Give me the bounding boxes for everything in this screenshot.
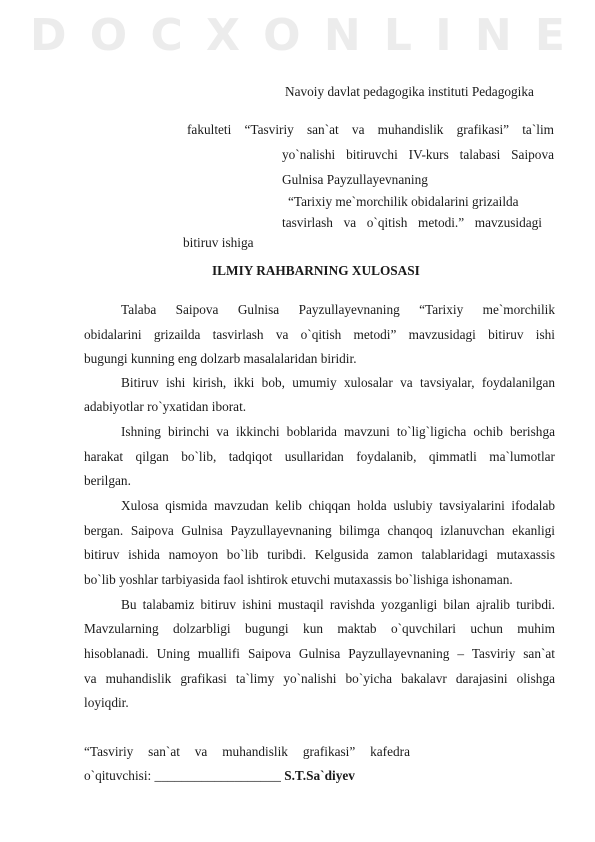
paragraph-line: Ishning birinchi va ikkinchi boblarida mavzuni to`lig`ligicha ochib berishga xyxy=(121,424,555,439)
watermark-letter: N xyxy=(474,10,512,61)
header-faculty: fakulteti “Tasviriy san`at va muhandislik grafikasi” ta`lim xyxy=(187,122,554,137)
paragraph-line: va muhandislik grafikasi ta`limy yo`nalishi bo`yicha bakalavr darajasini olishga xyxy=(84,671,555,686)
teacher-label: o`qituvchisi: xyxy=(84,768,152,783)
paragraph-line: harakat qilgan bo`lib, tadqiqot usullaridan foydalanib, qimmatli ma`lumotlar xyxy=(84,449,555,464)
paragraph-line: bitiruv ishida namoyon bo`lib turibdi. Kelgusida zamon talablaridagi mutaxassis xyxy=(84,547,555,562)
signature-blank: ___________________ xyxy=(154,768,281,783)
paragraph-line: Bu talabamiz bitiruv ishini mustaqil ravishda yozganligi bilan ajralib turibdi. xyxy=(121,597,555,612)
header-direction: yo`nalishi bitiruvchi IV-kurs talabasi Saipova xyxy=(282,147,554,162)
watermark-letter: E xyxy=(534,10,565,61)
watermark-letter: O xyxy=(89,10,128,61)
watermark-letter: C xyxy=(150,10,183,61)
teacher-name: S.T.Sa`diyev xyxy=(284,768,355,783)
signature-line xyxy=(84,768,355,784)
watermark-letter: O xyxy=(263,10,301,61)
paragraph-line: bo`lib yoshlar tarbiyasida faol ishtirok etuvchi mutaxassis bo`lishiga ishonaman. xyxy=(84,572,513,587)
header-institution: Navoiy davlat pedagogika instituti Pedagogika xyxy=(285,84,534,99)
paragraph-line: adabiyotlar ro`yxatidan iborat. xyxy=(84,399,247,414)
paragraph-line: obidalarini grizailda tasvirlash va o`qitish metodi” mavzusidagi bitiruv ishi xyxy=(84,327,555,342)
paragraph-line: Mavzularning dolzarbligi bugungi kun maktab o`quvchilari uchun muhim xyxy=(84,621,555,636)
paragraph-line: Bitiruv ishi kirish, ikki bob, umumiy xulosalar va tavsiyalar, foydalanilgan xyxy=(121,375,555,390)
header-topic-2: tasvirlash va o`qitish metodi.” mavzusidagi xyxy=(282,215,542,230)
watermark-letter: D xyxy=(30,10,67,61)
signature-department: “Tasviriy san`at va muhandislik grafikasi” kafedra xyxy=(84,744,410,759)
paragraph-line: berilgan. xyxy=(84,473,131,488)
paragraph-line: Xulosa qismida mavzudan kelib chiqqan holda uslubiy tavsiyalarini ifodalab xyxy=(121,498,555,513)
page-title: ILMIY RAHBARNING XULOSASI xyxy=(212,263,420,278)
paragraph-line: loyiqdir. xyxy=(84,695,129,710)
paragraph-line: hisoblanadi. Uning muallifi Saipova Gulnisa Payzullayevnaning – Tasviriy san`at xyxy=(84,646,555,661)
paragraph-line: Talaba Saipova Gulnisa Payzullayevnaning “Tarixiy me`morchilik xyxy=(121,302,555,317)
header-topic-3: bitiruv ishiga xyxy=(183,235,254,250)
header-topic-1: “Tarixiy me`morchilik obidalarini grizailda xyxy=(288,194,519,209)
watermark-letter: I xyxy=(435,10,452,61)
paragraph-line: bugungi kunning eng dolzarb masalalaridan biridir. xyxy=(84,351,357,366)
watermark-letter: L xyxy=(383,10,412,61)
header-student-name: Gulnisa Payzullayevnaning xyxy=(282,172,428,187)
watermark-letter: N xyxy=(323,10,361,61)
paragraph-line: bergan. Saipova Gulnisa Payzullayevnaning bilimga chanqoq izlanuvchan ekanligi xyxy=(84,523,555,538)
watermark-letter: X xyxy=(205,10,240,61)
